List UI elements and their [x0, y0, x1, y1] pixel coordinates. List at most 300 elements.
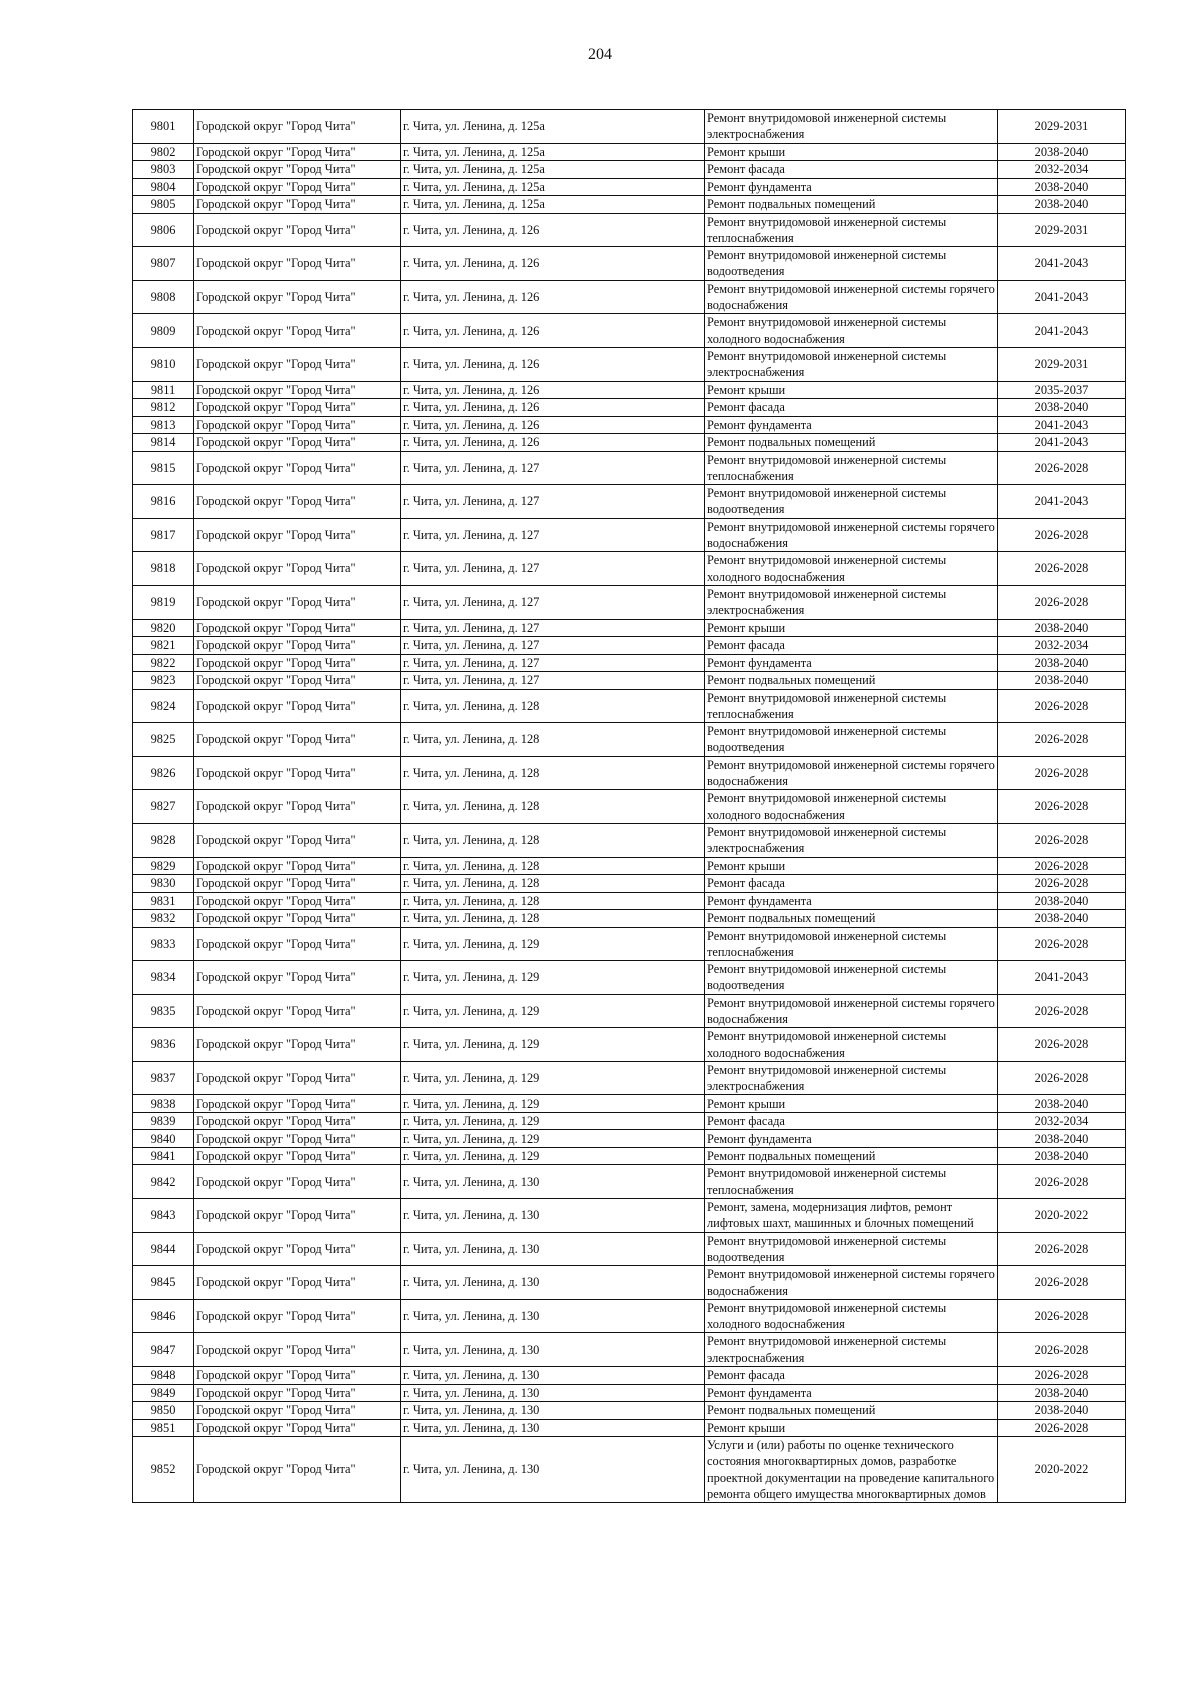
row-number-cell: 9823 — [133, 672, 194, 690]
work-type-cell: Ремонт, замена, модернизация лифтов, ремонт лифтовых шахт, машинных и блочных помещений — [705, 1199, 998, 1233]
table-row — [133, 723, 1126, 757]
address-cell: г. Чита, ул. Ленина, д. 128 — [401, 756, 705, 790]
address-cell: г. Чита, ул. Ленина, д. 128 — [401, 689, 705, 723]
address-cell: г. Чита, ул. Ленина, д. 128 — [401, 790, 705, 824]
row-number-cell: 9819 — [133, 585, 194, 619]
row-number-cell: 9816 — [133, 485, 194, 519]
row-number-cell: 9850 — [133, 1402, 194, 1420]
row-number-cell: 9836 — [133, 1028, 194, 1062]
period-cell: 2032-2034 — [998, 1112, 1126, 1130]
period-cell: 2026-2028 — [998, 1165, 1126, 1199]
period-cell: 2020-2022 — [998, 1437, 1126, 1503]
row-number-cell: 9817 — [133, 518, 194, 552]
table-row — [133, 637, 1126, 655]
table-row — [133, 196, 1126, 214]
work-type-cell: Ремонт фундамента — [705, 654, 998, 672]
row-number-cell: 9809 — [133, 314, 194, 348]
address-cell: г. Чита, ул. Ленина, д. 126 — [401, 247, 705, 281]
period-cell: 2041-2043 — [998, 961, 1126, 995]
table-row — [133, 1112, 1126, 1130]
work-type-cell: Ремонт подвальных помещений — [705, 910, 998, 928]
municipality-cell: Городской округ "Город Чита" — [194, 823, 401, 857]
work-type-cell: Услуги и (или) работы по оценке технического состояния многоквартирных домов, разработке проектной документации на проведение капитального ремонта общего имущества многоквартирных домов — [705, 1437, 998, 1503]
municipality-cell: Городской округ "Город Чита" — [194, 1095, 401, 1113]
period-cell: 2038-2040 — [998, 910, 1126, 928]
period-cell: 2038-2040 — [998, 1130, 1126, 1148]
row-number-cell: 9805 — [133, 196, 194, 214]
address-cell: г. Чита, ул. Ленина, д. 126 — [401, 399, 705, 417]
period-cell: 2020-2022 — [998, 1199, 1126, 1233]
period-cell: 2041-2043 — [998, 247, 1126, 281]
table-row — [133, 143, 1126, 161]
period-cell: 2038-2040 — [998, 1147, 1126, 1165]
municipality-cell: Городской округ "Город Чита" — [194, 875, 401, 893]
municipality-cell: Городской округ "Город Чита" — [194, 399, 401, 417]
work-type-cell: Ремонт внутридомовой инженерной системы горячего водоснабжения — [705, 518, 998, 552]
period-cell: 2038-2040 — [998, 654, 1126, 672]
period-cell: 2038-2040 — [998, 178, 1126, 196]
work-type-cell: Ремонт фасада — [705, 399, 998, 417]
work-type-cell: Ремонт внутридомовой инженерной системы горячего водоснабжения — [705, 994, 998, 1028]
table-row — [133, 110, 1126, 144]
municipality-cell: Городской округ "Город Чита" — [194, 927, 401, 961]
row-number-cell: 9839 — [133, 1112, 194, 1130]
row-number-cell: 9818 — [133, 552, 194, 586]
work-type-cell: Ремонт внутридомовой инженерной системы водоотведения — [705, 247, 998, 281]
row-number-cell: 9802 — [133, 143, 194, 161]
address-cell: г. Чита, ул. Ленина, д. 130 — [401, 1165, 705, 1199]
table-row — [133, 451, 1126, 485]
period-cell: 2038-2040 — [998, 196, 1126, 214]
period-cell: 2026-2028 — [998, 1061, 1126, 1095]
table-row — [133, 672, 1126, 690]
work-type-cell: Ремонт подвальных помещений — [705, 434, 998, 452]
municipality-cell: Городской округ "Город Чита" — [194, 1419, 401, 1437]
row-number-cell: 9825 — [133, 723, 194, 757]
period-cell: 2038-2040 — [998, 619, 1126, 637]
municipality-cell: Городской округ "Город Чита" — [194, 1130, 401, 1148]
address-cell: г. Чита, ул. Ленина, д. 126 — [401, 213, 705, 247]
table-row — [133, 1402, 1126, 1420]
work-type-cell: Ремонт фасада — [705, 875, 998, 893]
work-type-cell: Ремонт подвальных помещений — [705, 1402, 998, 1420]
table-row — [133, 1199, 1126, 1233]
table-row — [133, 1437, 1126, 1503]
period-cell: 2026-2028 — [998, 518, 1126, 552]
address-cell: г. Чита, ул. Ленина, д. 129 — [401, 1028, 705, 1062]
address-cell: г. Чита, ул. Ленина, д. 125а — [401, 143, 705, 161]
municipality-cell: Городской округ "Город Чита" — [194, 961, 401, 995]
period-cell: 2041-2043 — [998, 314, 1126, 348]
address-cell: г. Чита, ул. Ленина, д. 130 — [401, 1419, 705, 1437]
row-number-cell: 9840 — [133, 1130, 194, 1148]
table-row — [133, 416, 1126, 434]
period-cell: 2032-2034 — [998, 161, 1126, 179]
address-cell: г. Чита, ул. Ленина, д. 128 — [401, 857, 705, 875]
address-cell: г. Чита, ул. Ленина, д. 125а — [401, 178, 705, 196]
period-cell: 2026-2028 — [998, 689, 1126, 723]
period-cell: 2026-2028 — [998, 1028, 1126, 1062]
page-number: 204 — [588, 46, 612, 63]
table-row — [133, 1232, 1126, 1266]
period-cell: 2026-2028 — [998, 790, 1126, 824]
row-number-cell: 9804 — [133, 178, 194, 196]
work-type-cell: Ремонт внутридомовой инженерной системы горячего водоснабжения — [705, 756, 998, 790]
municipality-cell: Городской округ "Город Чита" — [194, 1266, 401, 1300]
municipality-cell: Городской округ "Город Чита" — [194, 756, 401, 790]
row-number-cell: 9807 — [133, 247, 194, 281]
address-cell: г. Чита, ул. Ленина, д. 128 — [401, 875, 705, 893]
work-type-cell: Ремонт внутридомовой инженерной системы холодного водоснабжения — [705, 1299, 998, 1333]
work-type-cell: Ремонт внутридомовой инженерной системы электроснабжения — [705, 585, 998, 619]
period-cell: 2026-2028 — [998, 1266, 1126, 1300]
row-number-cell: 9841 — [133, 1147, 194, 1165]
municipality-cell: Городской округ "Город Чита" — [194, 1199, 401, 1233]
table-row — [133, 857, 1126, 875]
work-type-cell: Ремонт крыши — [705, 857, 998, 875]
period-cell: 2026-2028 — [998, 1333, 1126, 1367]
address-cell: г. Чита, ул. Ленина, д. 127 — [401, 485, 705, 519]
address-cell: г. Чита, ул. Ленина, д. 130 — [401, 1199, 705, 1233]
address-cell: г. Чита, ул. Ленина, д. 126 — [401, 314, 705, 348]
table-row — [133, 1333, 1126, 1367]
municipality-cell: Городской округ "Город Чита" — [194, 161, 401, 179]
municipality-cell: Городской округ "Город Чита" — [194, 1028, 401, 1062]
table-row — [133, 585, 1126, 619]
municipality-cell: Городской округ "Город Чита" — [194, 280, 401, 314]
work-type-cell: Ремонт подвальных помещений — [705, 196, 998, 214]
municipality-cell: Городской округ "Город Чита" — [194, 1333, 401, 1367]
row-number-cell: 9842 — [133, 1165, 194, 1199]
period-cell: 2026-2028 — [998, 585, 1126, 619]
address-cell: г. Чита, ул. Ленина, д. 130 — [401, 1384, 705, 1402]
table-row — [133, 347, 1126, 381]
municipality-cell: Городской округ "Город Чита" — [194, 892, 401, 910]
row-number-cell: 9831 — [133, 892, 194, 910]
address-cell: г. Чита, ул. Ленина, д. 129 — [401, 1147, 705, 1165]
municipality-cell: Городской округ "Город Чита" — [194, 994, 401, 1028]
row-number-cell: 9803 — [133, 161, 194, 179]
municipality-cell: Городской округ "Город Чита" — [194, 518, 401, 552]
address-cell: г. Чита, ул. Ленина, д. 128 — [401, 910, 705, 928]
address-cell: г. Чита, ул. Ленина, д. 127 — [401, 654, 705, 672]
municipality-cell: Городской округ "Город Чита" — [194, 451, 401, 485]
work-type-cell: Ремонт внутридомовой инженерной системы холодного водоснабжения — [705, 790, 998, 824]
address-cell: г. Чита, ул. Ленина, д. 130 — [401, 1437, 705, 1503]
municipality-cell: Городской округ "Город Чита" — [194, 178, 401, 196]
period-cell: 2026-2028 — [998, 875, 1126, 893]
work-type-cell: Ремонт внутридомовой инженерной системы холодного водоснабжения — [705, 552, 998, 586]
row-number-cell: 9837 — [133, 1061, 194, 1095]
address-cell: г. Чита, ул. Ленина, д. 129 — [401, 1112, 705, 1130]
period-cell: 2038-2040 — [998, 1095, 1126, 1113]
work-type-cell: Ремонт внутридомовой инженерной системы водоотведения — [705, 485, 998, 519]
address-cell: г. Чита, ул. Ленина, д. 129 — [401, 1095, 705, 1113]
work-type-cell: Ремонт внутридомовой инженерной системы горячего водоснабжения — [705, 280, 998, 314]
table-row — [133, 961, 1126, 995]
address-cell: г. Чита, ул. Ленина, д. 127 — [401, 585, 705, 619]
municipality-cell: Городской округ "Город Чита" — [194, 619, 401, 637]
row-number-cell: 9810 — [133, 347, 194, 381]
address-cell: г. Чита, ул. Ленина, д. 128 — [401, 723, 705, 757]
period-cell: 2026-2028 — [998, 823, 1126, 857]
address-cell: г. Чита, ул. Ленина, д. 129 — [401, 927, 705, 961]
address-cell: г. Чита, ул. Ленина, д. 130 — [401, 1299, 705, 1333]
municipality-cell: Городской округ "Город Чита" — [194, 1437, 401, 1503]
row-number-cell: 9801 — [133, 110, 194, 144]
address-cell: г. Чита, ул. Ленина, д. 129 — [401, 961, 705, 995]
municipality-cell: Городской округ "Город Чита" — [194, 1367, 401, 1385]
address-cell: г. Чита, ул. Ленина, д. 127 — [401, 451, 705, 485]
period-cell: 2041-2043 — [998, 485, 1126, 519]
municipality-cell: Городской округ "Город Чита" — [194, 1112, 401, 1130]
repair-schedule-table — [132, 109, 1126, 1503]
period-cell: 2029-2031 — [998, 347, 1126, 381]
municipality-cell: Городской округ "Город Чита" — [194, 790, 401, 824]
work-type-cell: Ремонт фундамента — [705, 416, 998, 434]
address-cell: г. Чита, ул. Ленина, д. 129 — [401, 1130, 705, 1148]
municipality-cell: Городской округ "Город Чита" — [194, 416, 401, 434]
municipality-cell: Городской округ "Город Чита" — [194, 110, 401, 144]
work-type-cell: Ремонт внутридомовой инженерной системы водоотведения — [705, 723, 998, 757]
address-cell: г. Чита, ул. Ленина, д. 127 — [401, 518, 705, 552]
address-cell: г. Чита, ул. Ленина, д. 127 — [401, 672, 705, 690]
municipality-cell: Городской округ "Город Чита" — [194, 1147, 401, 1165]
row-number-cell: 9815 — [133, 451, 194, 485]
period-cell: 2038-2040 — [998, 1384, 1126, 1402]
work-type-cell: Ремонт крыши — [705, 381, 998, 399]
row-number-cell: 9838 — [133, 1095, 194, 1113]
table-row — [133, 1147, 1126, 1165]
table-row — [133, 1165, 1126, 1199]
work-type-cell: Ремонт фасада — [705, 637, 998, 655]
table-row — [133, 927, 1126, 961]
row-number-cell: 9827 — [133, 790, 194, 824]
work-type-cell: Ремонт внутридомовой инженерной системы холодного водоснабжения — [705, 314, 998, 348]
row-number-cell: 9852 — [133, 1437, 194, 1503]
municipality-cell: Городской округ "Город Чита" — [194, 1165, 401, 1199]
period-cell: 2026-2028 — [998, 1299, 1126, 1333]
table-row — [133, 1299, 1126, 1333]
work-type-cell: Ремонт внутридомовой инженерной системы электроснабжения — [705, 823, 998, 857]
municipality-cell: Городской округ "Город Чита" — [194, 1299, 401, 1333]
row-number-cell: 9828 — [133, 823, 194, 857]
work-type-cell: Ремонт внутридомовой инженерной системы холодного водоснабжения — [705, 1028, 998, 1062]
row-number-cell: 9843 — [133, 1199, 194, 1233]
municipality-cell: Городской округ "Город Чита" — [194, 381, 401, 399]
table-row — [133, 1028, 1126, 1062]
row-number-cell: 9848 — [133, 1367, 194, 1385]
address-cell: г. Чита, ул. Ленина, д. 130 — [401, 1232, 705, 1266]
table-row — [133, 381, 1126, 399]
work-type-cell: Ремонт фундамента — [705, 178, 998, 196]
municipality-cell: Городской округ "Город Чита" — [194, 585, 401, 619]
municipality-cell: Городской округ "Город Чита" — [194, 1232, 401, 1266]
period-cell: 2026-2028 — [998, 1367, 1126, 1385]
municipality-cell: Городской округ "Город Чита" — [194, 347, 401, 381]
address-cell: г. Чита, ул. Ленина, д. 128 — [401, 892, 705, 910]
address-cell: г. Чита, ул. Ленина, д. 130 — [401, 1402, 705, 1420]
row-number-cell: 9845 — [133, 1266, 194, 1300]
work-type-cell: Ремонт фундамента — [705, 892, 998, 910]
table-row — [133, 1095, 1126, 1113]
row-number-cell: 9824 — [133, 689, 194, 723]
period-cell: 2032-2034 — [998, 637, 1126, 655]
table-row — [133, 654, 1126, 672]
municipality-cell: Городской округ "Город Чита" — [194, 689, 401, 723]
municipality-cell: Городской округ "Город Чита" — [194, 637, 401, 655]
period-cell: 2038-2040 — [998, 1402, 1126, 1420]
period-cell: 2026-2028 — [998, 451, 1126, 485]
address-cell: г. Чита, ул. Ленина, д. 127 — [401, 619, 705, 637]
municipality-cell: Городской округ "Город Чита" — [194, 1061, 401, 1095]
work-type-cell: Ремонт крыши — [705, 143, 998, 161]
work-type-cell: Ремонт крыши — [705, 619, 998, 637]
work-type-cell: Ремонт крыши — [705, 1419, 998, 1437]
address-cell: г. Чита, ул. Ленина, д. 130 — [401, 1333, 705, 1367]
table-row — [133, 689, 1126, 723]
period-cell: 2041-2043 — [998, 434, 1126, 452]
row-number-cell: 9820 — [133, 619, 194, 637]
table-row — [133, 994, 1126, 1028]
row-number-cell: 9835 — [133, 994, 194, 1028]
table-row — [133, 485, 1126, 519]
table-row — [133, 619, 1126, 637]
municipality-cell: Городской округ "Город Чита" — [194, 314, 401, 348]
row-number-cell: 9847 — [133, 1333, 194, 1367]
work-type-cell: Ремонт внутридомовой инженерной системы теплоснабжения — [705, 451, 998, 485]
work-type-cell: Ремонт внутридомовой инженерной системы электроснабжения — [705, 1061, 998, 1095]
work-type-cell: Ремонт внутридомовой инженерной системы теплоснабжения — [705, 927, 998, 961]
table-row — [133, 314, 1126, 348]
municipality-cell: Городской округ "Город Чита" — [194, 1384, 401, 1402]
municipality-cell: Городской округ "Город Чита" — [194, 434, 401, 452]
period-cell: 2026-2028 — [998, 994, 1126, 1028]
address-cell: г. Чита, ул. Ленина, д. 128 — [401, 823, 705, 857]
municipality-cell: Городской округ "Город Чита" — [194, 552, 401, 586]
table-row — [133, 1061, 1126, 1095]
row-number-cell: 9812 — [133, 399, 194, 417]
municipality-cell: Городской округ "Город Чита" — [194, 723, 401, 757]
work-type-cell: Ремонт фасада — [705, 1367, 998, 1385]
address-cell: г. Чита, ул. Ленина, д. 126 — [401, 381, 705, 399]
row-number-cell: 9821 — [133, 637, 194, 655]
municipality-cell: Городской округ "Город Чита" — [194, 654, 401, 672]
period-cell: 2035-2037 — [998, 381, 1126, 399]
row-number-cell: 9851 — [133, 1419, 194, 1437]
municipality-cell: Городской округ "Город Чита" — [194, 143, 401, 161]
work-type-cell: Ремонт внутридомовой инженерной системы горячего водоснабжения — [705, 1266, 998, 1300]
address-cell: г. Чита, ул. Ленина, д. 126 — [401, 280, 705, 314]
table-row — [133, 280, 1126, 314]
table-row — [133, 552, 1126, 586]
period-cell: 2041-2043 — [998, 280, 1126, 314]
table-row — [133, 1384, 1126, 1402]
period-cell: 2026-2028 — [998, 723, 1126, 757]
table-row — [133, 434, 1126, 452]
table-row — [133, 518, 1126, 552]
row-number-cell: 9806 — [133, 213, 194, 247]
table-row — [133, 178, 1126, 196]
address-cell: г. Чита, ул. Ленина, д. 126 — [401, 347, 705, 381]
work-type-cell: Ремонт фундамента — [705, 1384, 998, 1402]
work-type-cell: Ремонт фасада — [705, 1112, 998, 1130]
row-number-cell: 9849 — [133, 1384, 194, 1402]
table-row — [133, 910, 1126, 928]
table-row — [133, 875, 1126, 893]
period-cell: 2038-2040 — [998, 672, 1126, 690]
table-row — [133, 892, 1126, 910]
row-number-cell: 9834 — [133, 961, 194, 995]
period-cell: 2038-2040 — [998, 399, 1126, 417]
row-number-cell: 9844 — [133, 1232, 194, 1266]
row-number-cell: 9811 — [133, 381, 194, 399]
work-type-cell: Ремонт внутридомовой инженерной системы электроснабжения — [705, 347, 998, 381]
table-row — [133, 399, 1126, 417]
row-number-cell: 9833 — [133, 927, 194, 961]
table-body — [133, 110, 1126, 1503]
address-cell: г. Чита, ул. Ленина, д. 130 — [401, 1266, 705, 1300]
work-type-cell: Ремонт внутридомовой инженерной системы электроснабжения — [705, 110, 998, 144]
period-cell: 2041-2043 — [998, 416, 1126, 434]
municipality-cell: Городской округ "Город Чита" — [194, 485, 401, 519]
row-number-cell: 9829 — [133, 857, 194, 875]
row-number-cell: 9846 — [133, 1299, 194, 1333]
period-cell: 2026-2028 — [998, 552, 1126, 586]
table-row — [133, 247, 1126, 281]
work-type-cell: Ремонт внутридомовой инженерной системы теплоснабжения — [705, 1165, 998, 1199]
work-type-cell: Ремонт крыши — [705, 1095, 998, 1113]
period-cell: 2026-2028 — [998, 1419, 1126, 1437]
period-cell: 2026-2028 — [998, 927, 1126, 961]
municipality-cell: Городской округ "Город Чита" — [194, 910, 401, 928]
row-number-cell: 9822 — [133, 654, 194, 672]
table-row — [133, 756, 1126, 790]
address-cell: г. Чита, ул. Ленина, д. 129 — [401, 994, 705, 1028]
work-type-cell: Ремонт внутридомовой инженерной системы теплоснабжения — [705, 689, 998, 723]
period-cell: 2026-2028 — [998, 756, 1126, 790]
row-number-cell: 9813 — [133, 416, 194, 434]
row-number-cell: 9814 — [133, 434, 194, 452]
table-row — [133, 213, 1126, 247]
address-cell: г. Чита, ул. Ленина, д. 127 — [401, 637, 705, 655]
municipality-cell: Городской округ "Город Чита" — [194, 857, 401, 875]
table-row — [133, 1419, 1126, 1437]
work-type-cell: Ремонт внутридомовой инженерной системы электроснабжения — [705, 1333, 998, 1367]
table-row — [133, 790, 1126, 824]
address-cell: г. Чита, ул. Ленина, д. 125а — [401, 110, 705, 144]
work-type-cell: Ремонт подвальных помещений — [705, 1147, 998, 1165]
table-row — [133, 823, 1126, 857]
table-row — [133, 161, 1126, 179]
row-number-cell: 9826 — [133, 756, 194, 790]
work-type-cell: Ремонт фундамента — [705, 1130, 998, 1148]
work-type-cell: Ремонт внутридомовой инженерной системы теплоснабжения — [705, 213, 998, 247]
row-number-cell: 9832 — [133, 910, 194, 928]
address-cell: г. Чита, ул. Ленина, д. 125а — [401, 196, 705, 214]
address-cell: г. Чита, ул. Ленина, д. 126 — [401, 416, 705, 434]
municipality-cell: Городской округ "Город Чита" — [194, 196, 401, 214]
period-cell: 2029-2031 — [998, 110, 1126, 144]
period-cell: 2038-2040 — [998, 143, 1126, 161]
address-cell: г. Чита, ул. Ленина, д. 126 — [401, 434, 705, 452]
municipality-cell: Городской округ "Город Чита" — [194, 247, 401, 281]
address-cell: г. Чита, ул. Ленина, д. 127 — [401, 552, 705, 586]
table-row — [133, 1266, 1126, 1300]
municipality-cell: Городской округ "Город Чита" — [194, 672, 401, 690]
address-cell: г. Чита, ул. Ленина, д. 130 — [401, 1367, 705, 1385]
address-cell: г. Чита, ул. Ленина, д. 129 — [401, 1061, 705, 1095]
